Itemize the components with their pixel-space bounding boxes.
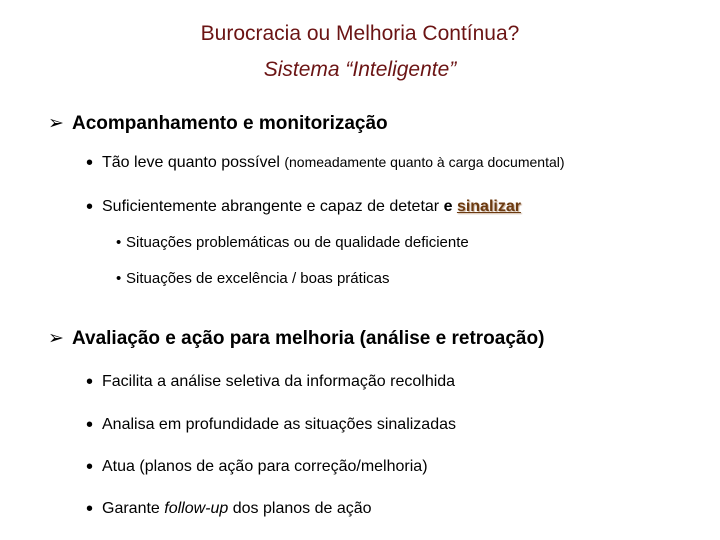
slide-subtitle: Sistema “Inteligente” <box>263 58 457 81</box>
bullet-item: • Garante follow-up dos planos de ação <box>86 498 372 520</box>
highlighted-text: e sinalizar <box>443 198 521 215</box>
bullet-icon: • <box>116 270 122 287</box>
slide-title: Burocracia ou Melhoria Contínua? <box>200 22 520 45</box>
bullet-icon: • <box>86 196 94 218</box>
bullet-icon: • <box>86 498 94 520</box>
bullet-icon: • <box>116 234 122 251</box>
bullet-item: • Analisa em profundidade as situações sinalizadas <box>86 414 456 436</box>
section-heading-monitoring: ➢ Acompanhamento e monitorização <box>48 113 388 134</box>
bullet-icon: • <box>86 371 94 393</box>
bullet-icon: • <box>86 456 94 478</box>
bullet-item: • Atua (planos de ação para correção/melhoria) <box>86 456 428 478</box>
bullet-item: • Suficientemente abrangente e capaz de detetar e sinalizar <box>86 196 521 218</box>
arrow-bullet-icon: ➢ <box>48 113 64 134</box>
bullet-icon: • <box>86 152 94 174</box>
sub-bullet-item: • Situações problemáticas ou de qualidade deficiente <box>116 234 469 251</box>
sub-bullet-item: • Situações de excelência / boas práticas <box>116 270 390 287</box>
bullet-icon: • <box>86 414 94 436</box>
arrow-bullet-icon: ➢ <box>48 328 64 349</box>
section-heading-evaluation: ➢ Avaliação e ação para melhoria (análise e retroação) <box>48 328 545 349</box>
bullet-item: • Facilita a análise seletiva da informação recolhida <box>86 371 456 393</box>
bullet-item: • Tão leve quanto possível (nomeadamente quanto à carga documental) <box>86 152 565 174</box>
